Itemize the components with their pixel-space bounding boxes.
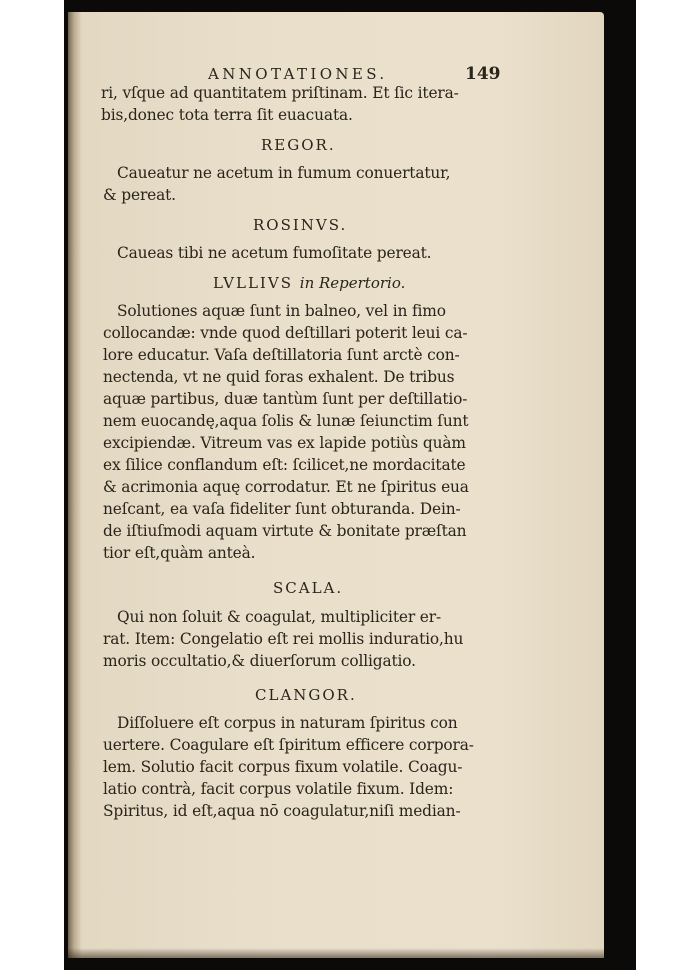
heading-name: LVLLIVS <box>213 274 293 292</box>
text-line: neſcant, ea vaſa fideliter ſunt obturanda. Dein- <box>103 500 461 518</box>
text-line: ri, vſque ad quantitatem priſtinam. Et ſic itera- <box>101 84 459 102</box>
text-line: Diſſoluere eſt corpus in naturam ſpiritus con <box>117 714 458 732</box>
text-line: latio contrà, facit corpus volatile fixum. Idem: <box>103 780 454 798</box>
book-page <box>68 12 604 958</box>
text-line: Spiritus, id eſt,aqua nō coagulatur,niſi median- <box>103 802 461 820</box>
text-line: moris occultatio,& diuerſorum colligatio. <box>103 652 416 670</box>
text-line: lem. Solutio facit corpus fixum volatile. Coagu- <box>103 758 463 776</box>
text-line: Solutiones aquæ ſunt in balneo, vel in fimo <box>117 302 446 320</box>
section-heading-clangor: CLANGOR. <box>255 686 357 704</box>
text-line: lore educatur. Vaſa deſtillatoria ſunt arctè con- <box>103 346 460 364</box>
text-line: & pereat. <box>103 186 176 204</box>
text-line: tior eſt,quàm anteà. <box>103 544 256 562</box>
heading-source: in Repertorio. <box>299 274 406 292</box>
text-line: ex ſilice conflandum eſt: ſcilicet,ne mordacitate <box>103 456 466 474</box>
section-heading-rosinus: ROSINVS. <box>253 216 348 234</box>
text-line: collocandæ: vnde quod deſtillari poterit leui ca- <box>103 324 468 342</box>
text-line: Qui non ſoluit & coagulat, multipliciter er- <box>117 608 441 626</box>
section-heading-scala: SCALA. <box>273 579 344 597</box>
text-line: Caueas tibi ne acetum fumoſitate pereat. <box>117 244 432 262</box>
section-heading-regor: REGOR. <box>261 136 336 154</box>
page-number: 149 <box>465 64 501 84</box>
text-line: uertere. Coagulare eſt ſpiritum efficere corpora- <box>103 736 474 754</box>
text-line: excipiendæ. Vitreum vas ex lapide potiùs quàm <box>103 434 466 452</box>
text-line: de iſtiuſmodi aquam virtute & bonitate præſtan <box>103 522 467 540</box>
section-heading-lullius <box>213 274 405 292</box>
text-line: Caueatur ne acetum in fumum conuertatur, <box>117 164 451 182</box>
running-head: ANNOTATIONES. <box>208 65 388 83</box>
text-line: nem euocandę,aqua ſolis & lunæ ſeiunctim ſunt <box>103 412 469 430</box>
text-line: nectenda, vt ne quid foras exhalent. De tribus <box>103 368 455 386</box>
text-line: & acrimonia aquę corrodatur. Et ne ſpiritus eua <box>103 478 469 496</box>
text-line: aquæ partibus, duæ tantùm ſunt per deſtillatio- <box>103 390 468 408</box>
text-line: bis,donec tota terra ſit euacuata. <box>101 106 353 124</box>
text-line: rat. Item: Congelatio eſt rei mollis induratio,hu <box>103 630 464 648</box>
